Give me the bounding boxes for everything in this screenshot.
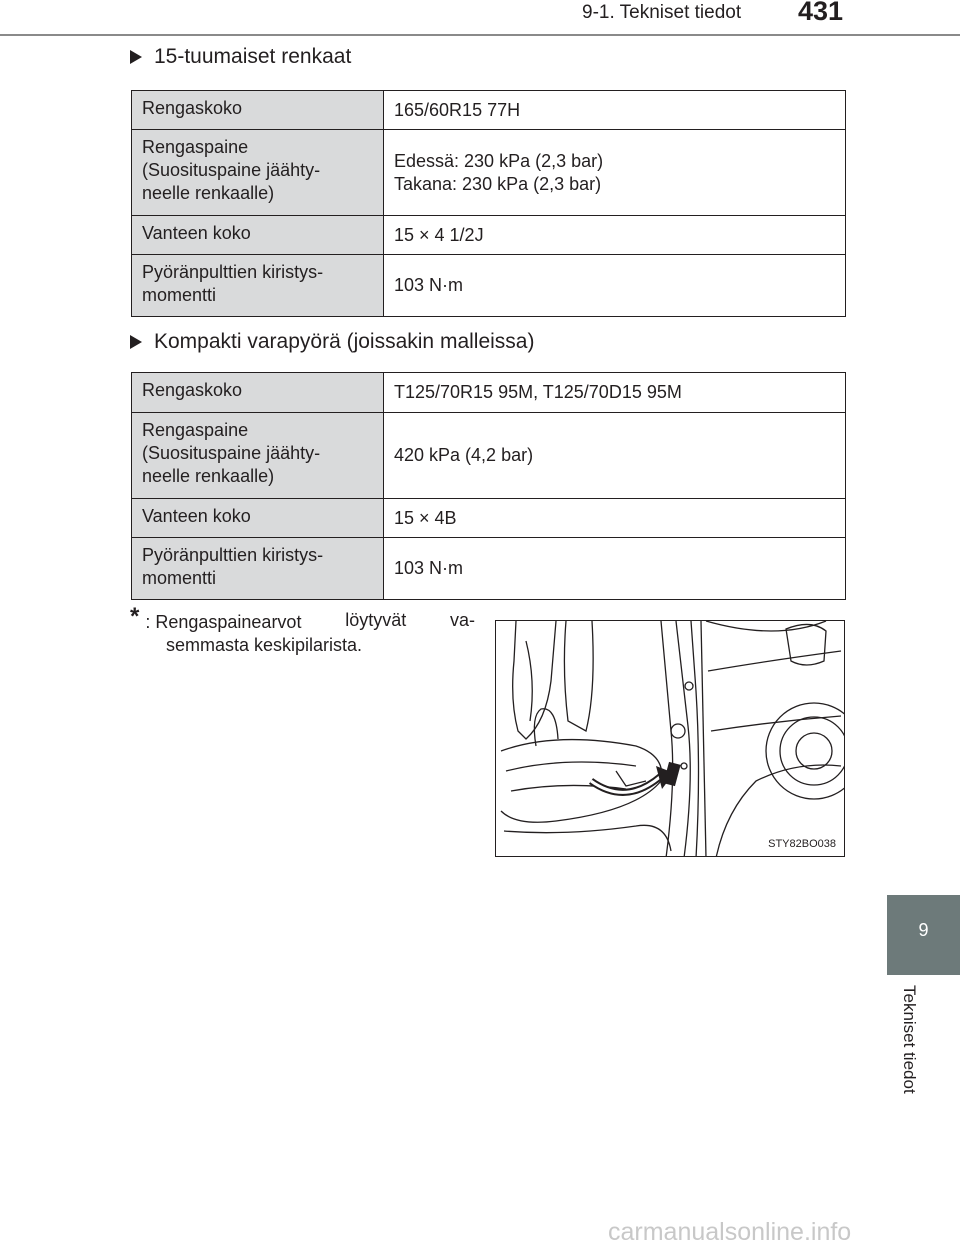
page-number: 431 [798, 0, 844, 26]
row-label: Vanteen koko [132, 499, 384, 538]
row-value: 103 N·m [384, 538, 846, 600]
header-section-title: 9-1. Tekniset tiedot [582, 2, 742, 23]
table-row [132, 373, 846, 413]
triangle-bullet-icon [130, 335, 142, 349]
section-heading-text: Kompakti varapyörä (joissakin malleissa) [154, 330, 535, 353]
row-label: Vanteen koko [132, 216, 384, 255]
chapter-tab[interactable] [887, 895, 960, 975]
table-row [132, 413, 846, 499]
header-rule [0, 34, 960, 36]
watermark: carmanualsonline.info [608, 1218, 852, 1246]
table-row [132, 499, 846, 538]
row-value: Edessä: 230 kPa (2,3 bar) Takana: 230 kPa (2,3 bar) [384, 130, 846, 216]
section-heading-15inch [130, 45, 351, 69]
table-row [132, 130, 846, 216]
spec-table-compact-spare [131, 372, 846, 600]
table-row [132, 255, 846, 317]
footnote: * : Rengaspainearvot löytyvät va- semmasta keskipilarista. [130, 603, 475, 655]
row-value: 420 kPa (4,2 bar) [384, 413, 846, 499]
row-label: Rengaskoko [132, 373, 384, 413]
spec-table-15inch [131, 90, 846, 317]
chapter-tab-label: Tekniset tiedot [900, 985, 919, 1094]
table-row [132, 91, 846, 130]
row-value: 103 N·m [384, 255, 846, 317]
table-row [132, 538, 846, 600]
chapter-number: 9 [918, 920, 929, 940]
row-label: Rengaskoko [132, 91, 384, 130]
row-label: Rengaspaine (Suosituspaine jäähty- neelle renkaalle) [132, 413, 384, 499]
section-heading-compact-spare [130, 330, 534, 354]
row-label: Pyöränpulttien kiristys- momentti [132, 538, 384, 600]
row-label: Rengaspaine (Suosituspaine jäähty- neelle renkaalle) [132, 130, 384, 216]
section-heading-text: 15-tuumaiset renkaat [154, 45, 352, 68]
row-value: 15 × 4 1/2J [384, 216, 846, 255]
b-pillar-illustration [495, 620, 845, 857]
footnote-marker: * [130, 603, 140, 630]
row-value: 165/60R15 77H [384, 91, 846, 130]
triangle-bullet-icon [130, 50, 142, 64]
row-label: Pyöränpulttien kiristys- momentti [132, 255, 384, 317]
figure-code: STY82BO038 [768, 838, 836, 850]
row-value: 15 × 4B [384, 499, 846, 538]
row-value: T125/70R15 95M, T125/70D15 95M [384, 373, 846, 413]
car-interior-illustration [496, 621, 845, 857]
table-row [132, 216, 846, 255]
